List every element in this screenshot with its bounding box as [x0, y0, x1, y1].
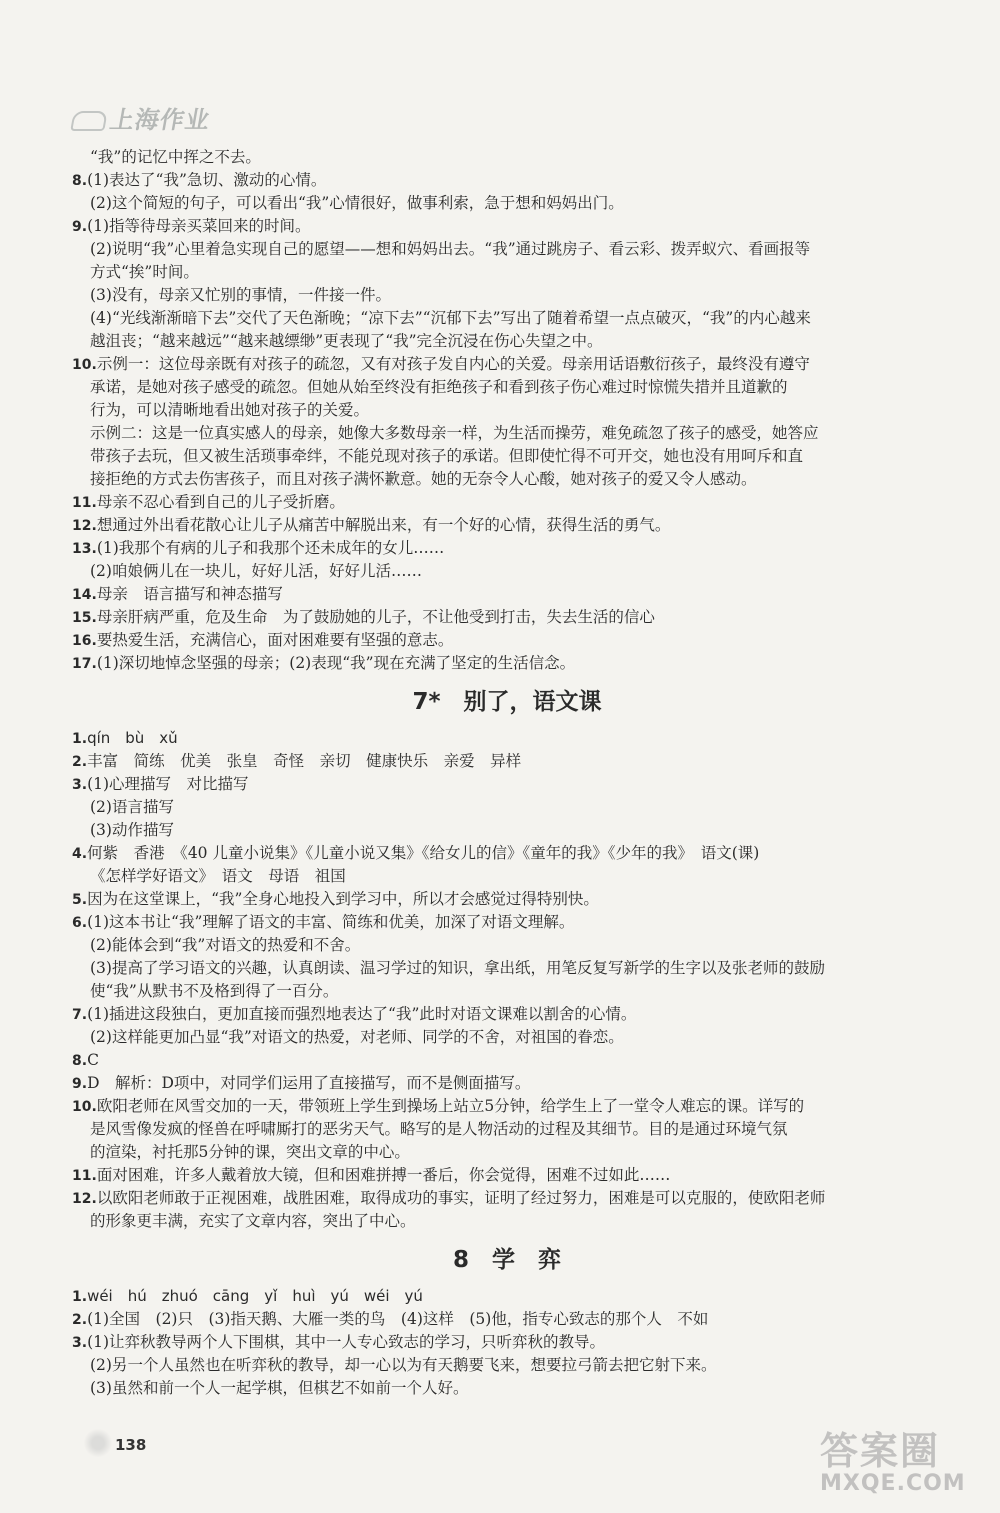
- answer-line: [72, 491, 942, 514]
- answer-text: 使“我”从默书不及格到得了一百分。: [90, 982, 339, 1000]
- answer-text: (1)我那个有病的儿子和我那个还未成年的女儿……: [96, 539, 445, 557]
- answer-text: (2)咱娘俩儿在一块儿，好好儿活，好好儿活……: [90, 562, 422, 580]
- answer-line: [72, 1141, 942, 1164]
- answer-text: 要热爱生活，充满信心，面对困难要有坚强的意志。: [96, 631, 454, 649]
- question-number: 11.: [72, 495, 97, 511]
- answer-line: [72, 606, 942, 629]
- answer-line: [72, 727, 942, 750]
- answer-line: [72, 353, 942, 376]
- question-number: 9.: [72, 219, 88, 235]
- answer-text: (3)虽然和前一个人一起学棋，但棋艺不如前一个人好。: [90, 1379, 469, 1397]
- answer-line: [72, 1285, 942, 1308]
- question-number: 14.: [72, 587, 97, 603]
- answer-line: [72, 560, 942, 583]
- question-number: 6.: [72, 915, 88, 931]
- question-number: 13.: [72, 541, 97, 557]
- answer-line: [72, 330, 942, 353]
- answer-line: [72, 583, 942, 606]
- answer-text: (3)没有，母亲又忙别的事情，一件接一件。: [90, 286, 391, 304]
- answer-line: [72, 842, 942, 865]
- question-number: 12.: [72, 518, 97, 534]
- answer-text: C: [87, 1051, 99, 1069]
- answer-line: [72, 399, 942, 422]
- answer-text: (1)心理描写 对比描写: [87, 775, 249, 793]
- answer-line: [72, 934, 942, 957]
- header-logo: [68, 100, 255, 142]
- answer-text: 母亲 语言描写和神态描写: [96, 585, 283, 603]
- answer-text: (1)表达了“我”急切、激动的心情。: [87, 171, 327, 189]
- question-number: 8.: [72, 1053, 88, 1069]
- answer-line: [72, 422, 942, 445]
- answer-line: [72, 957, 942, 980]
- answer-text: qín bù xǔ: [87, 729, 178, 747]
- answer-text: “我”的记忆中挥之不去。: [90, 148, 261, 166]
- answer-text: 丰富 简练 优美 张皇 奇怪 亲切 健康快乐 亲爱 异样: [87, 752, 522, 770]
- answer-line: [72, 1187, 942, 1210]
- question-number: 10.: [72, 357, 97, 373]
- question-number: 12.: [72, 1191, 97, 1207]
- answer-line: [72, 169, 942, 192]
- answer-text: 行为，可以清晰地看出她对孩子的关爱。: [90, 401, 370, 419]
- watermark-url: MXQE.COM: [820, 1471, 966, 1496]
- answer-line: [72, 1308, 942, 1331]
- answer-text: (2)这样能更加凸显“我”对语文的热爱，对老师、同学的不舍，对祖国的眷恋。: [90, 1028, 624, 1046]
- answer-text: 因为在这堂课上，“我”全身心地投入到学习中，所以才会感觉过得特别快。: [87, 890, 599, 908]
- answer-text: 示例一：这位母亲既有对孩子的疏忽，又有对孩子发自内心的关爱。母亲用话语敷衍孩子，最终没有遵守: [96, 355, 810, 373]
- answer-line: [72, 750, 942, 773]
- answer-line: [72, 1331, 942, 1354]
- question-number: 9.: [72, 1076, 88, 1092]
- question-number: 2.: [72, 754, 88, 770]
- answer-text: (2)这个简短的句子，可以看出“我”心情很好，做事利索，急于想和妈妈出门。: [90, 194, 624, 212]
- answer-line: [72, 261, 942, 284]
- answer-line: [72, 1164, 942, 1187]
- question-number: 3.: [72, 777, 88, 793]
- question-number: 8.: [72, 173, 88, 189]
- answer-line: [72, 1026, 942, 1049]
- page-number: 138: [115, 1436, 147, 1454]
- answer-line: [72, 238, 942, 261]
- section-title: 8 学 弈: [452, 1247, 561, 1273]
- answer-text: 母亲肝病严重，危及生命 为了鼓励她的儿子，不让他受到打击，失去生活的信心: [96, 608, 655, 626]
- answer-line: [72, 1210, 942, 1233]
- answer-line: [72, 1377, 942, 1400]
- section-title: 7* 别了，语文课: [412, 689, 602, 715]
- answer-line: [72, 1354, 942, 1377]
- question-number: 17.: [72, 656, 97, 672]
- answer-text: D 解析：D项中，对同学们运用了直接描写，而不是侧面描写。: [87, 1074, 531, 1092]
- answer-line: [72, 865, 942, 888]
- answer-line: [72, 652, 942, 675]
- question-number: 3.: [72, 1335, 88, 1351]
- answer-text: (1)指等待母亲买菜回来的时间。: [87, 217, 311, 235]
- answer-line: [72, 468, 942, 491]
- answer-text: 示例二：这是一位真实感人的母亲，她像大多数母亲一样，为生活而操劳，难免疏忽了孩子的感受，她答应: [90, 424, 819, 442]
- answer-line: [72, 1095, 942, 1118]
- answer-line: [72, 1072, 942, 1095]
- answer-line: [72, 1049, 942, 1072]
- answer-text: 方式“挨”时间。: [90, 263, 199, 281]
- answer-line: [72, 629, 942, 652]
- answer-text: (1)插进这段独白，更加直接而强烈地表达了“我”此时对语文课难以割舍的心情。: [87, 1005, 637, 1023]
- answer-line: [72, 819, 942, 842]
- answer-line: [72, 192, 942, 215]
- question-number: 7.: [72, 1007, 88, 1023]
- answer-text: 想通过外出看花散心让儿子从痛苦中解脱出来，有一个好的心情，获得生活的勇气。: [96, 516, 671, 534]
- answer-line: [72, 911, 942, 934]
- answer-line: [72, 1118, 942, 1141]
- answer-text: (2)说明“我”心里着急实现自己的愿望——想和妈妈出去。“我”通过跳房子、看云彩、拨弄蚁穴、看画报等: [90, 240, 811, 258]
- answer-text: 接拒绝的方式去伤害孩子，而且对孩子满怀歉意。她的无奈令人心酸，她对孩子的爱又令人感动。: [90, 470, 757, 488]
- answer-line: [72, 307, 942, 330]
- answer-line: [72, 980, 942, 1003]
- answer-text: 何紫 香港 《40 儿童小说集》《儿童小说又集》《给女儿的信》《童年的我》《少年的我》 语文(课): [87, 844, 760, 862]
- cloud-icon: [70, 111, 108, 131]
- answer-text: (1)深切地悼念坚强的母亲；(2)表现“我”现在充满了坚定的生活信念。: [96, 654, 576, 672]
- question-number: 1.: [72, 1289, 88, 1305]
- answer-text: 面对困难，许多人戴着放大镜，但和困难拼搏一番后，你会觉得，困难不过如此……: [96, 1166, 671, 1184]
- watermark-logo-text: 答案圈: [820, 1429, 941, 1473]
- answer-line: [72, 773, 942, 796]
- answer-text: 《怎样学好语文》 语文 母语 祖国: [90, 867, 346, 885]
- answer-text: 欧阳老师在风雪交加的一天，带领班上学生到操场上站立5分钟，给学生上了一堂令人难忘的课。详写的: [96, 1097, 805, 1115]
- answer-line: [72, 796, 942, 819]
- answer-text: 是风雪像发疯的怪兽在呼啸厮打的恶劣天气。略写的是人物活动的过程及其细节。目的是通过环境气氛: [90, 1120, 788, 1138]
- answer-text: (1)全国 (2)只 (3)指天鹅、大雁一类的鸟 (4)这样 (5)他，指专心致志的那个人 不如: [87, 1310, 709, 1328]
- answer-text: wéi hú zhuó cāng yǐ huì yú wéi yú: [87, 1287, 423, 1305]
- question-number: 16.: [72, 633, 97, 649]
- answer-line: [72, 1003, 942, 1026]
- answer-line: [72, 376, 942, 399]
- question-number: 4.: [72, 846, 88, 862]
- question-number: 1.: [72, 731, 88, 747]
- answer-line: [72, 888, 942, 911]
- answer-text: (3)提高了学习语文的兴趣，认真朗读、温习学过的知识，拿出纸，用笔反复写新学的生字以及张老师的鼓励: [90, 959, 825, 977]
- answer-text: 越沮丧；“越来越远”“越来越缥缈”更表现了“我”完全沉浸在伤心失望之中。: [90, 332, 603, 350]
- answer-text: (3)动作描写: [90, 821, 174, 839]
- answer-line: [72, 146, 942, 169]
- question-number: 11.: [72, 1168, 97, 1184]
- answer-text: 带孩子去玩，但又被生活琐事牵绊，不能兑现对孩子的承诺。但即使忙得不可开交，她也没有用呵斥和直: [90, 447, 804, 465]
- answer-text: 的渲染，衬托那5分钟的课，突出文章的中心。: [90, 1143, 410, 1161]
- answer-line: [72, 537, 942, 560]
- answer-text: (2)语言描写: [90, 798, 174, 816]
- answer-text: (2)能体会到“我”对语文的热爱和不舍。: [90, 936, 361, 954]
- answer-text: (1)这本书让“我”理解了语文的丰富、简练和优美，加深了对语文理解。: [87, 913, 575, 931]
- answer-content: [72, 146, 942, 1400]
- logo-text: 上海作业: [107, 106, 213, 134]
- answer-text: 以欧阳老师敢于正视困难，战胜困难，取得成功的事实，证明了经过努力，困难是可以克服的，使欧阳老师: [96, 1189, 826, 1207]
- answer-line: [72, 284, 942, 307]
- answer-text: 母亲不忍心看到自己的儿子受折磨。: [96, 493, 345, 511]
- answer-line: [72, 445, 942, 468]
- question-number: 2.: [72, 1312, 88, 1328]
- answer-line: [72, 514, 942, 537]
- answer-text: (1)让弈秋教导两个人下围棋，其中一人专心致志的学习，只听弈秋的教导。: [87, 1333, 606, 1351]
- answer-line: [72, 215, 942, 238]
- question-number: 10.: [72, 1099, 97, 1115]
- page-corner-decoration: [84, 1428, 112, 1458]
- answer-text: (2)另一个人虽然也在听弈秋的教导，却一心以为有天鹅要飞来，想要拉弓箭去把它射下来。: [90, 1356, 717, 1374]
- watermark: [820, 1420, 995, 1505]
- answer-text: 的形象更丰满，充实了文章内容，突出了中心。: [90, 1212, 416, 1230]
- question-number: 15.: [72, 610, 97, 626]
- answer-text: (4)“光线渐渐暗下去”交代了天色渐晚；“凉下去”“沉郁下去”写出了随着希望一点点破灭，“我”的内心越来: [90, 309, 811, 327]
- answer-text: 承诺，是她对孩子感受的疏忽。但她从始至终没有拒绝孩子和看到孩子伤心难过时惊慌失措并且道歉的: [90, 378, 788, 396]
- question-number: 5.: [72, 892, 88, 908]
